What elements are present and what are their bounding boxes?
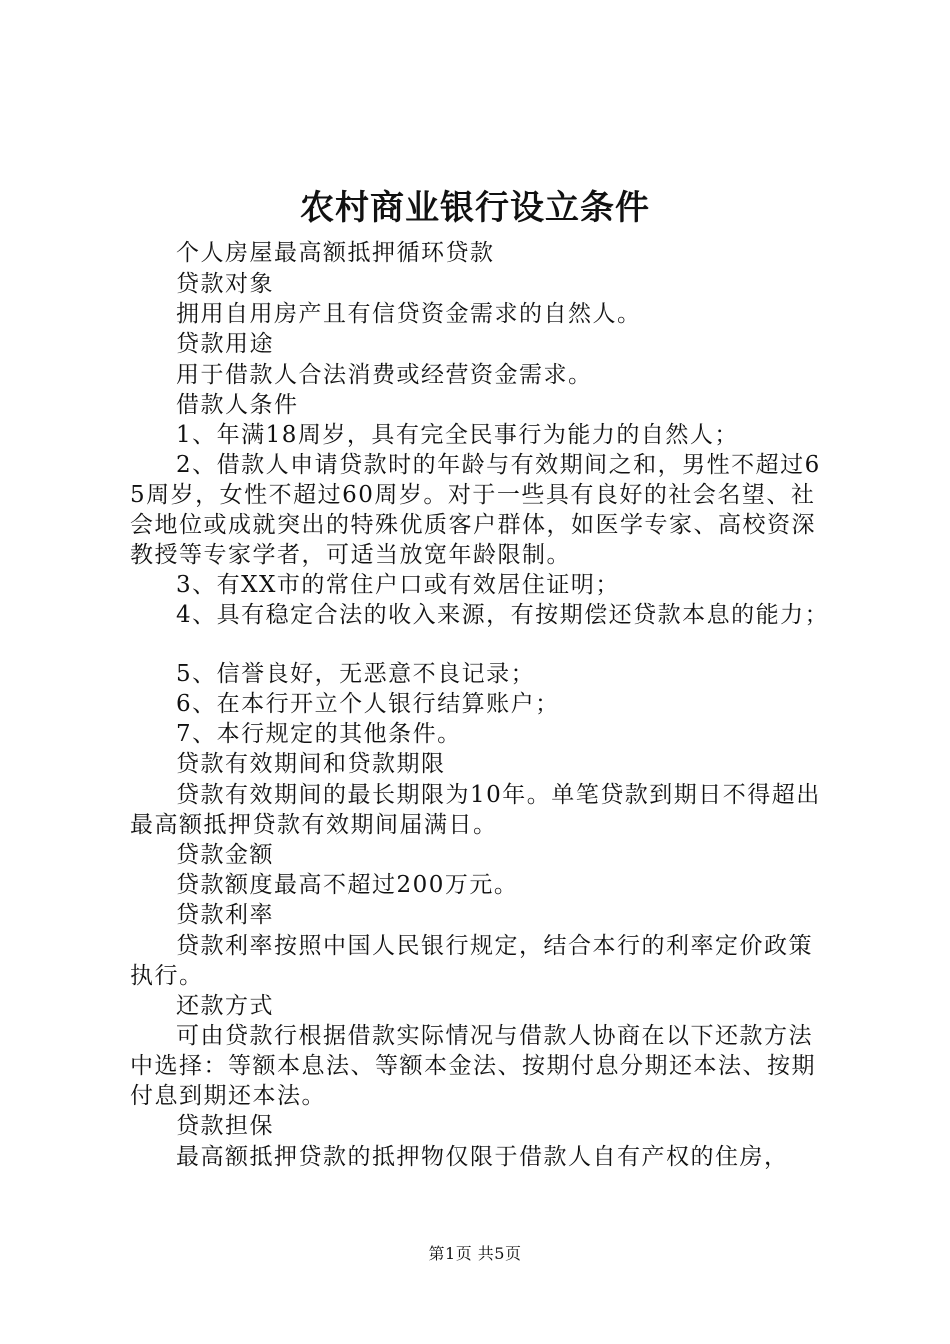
section-heading-loan-rate: 贷款利率 — [176, 902, 274, 928]
list-item-condition-7: 7、本行规定的其他条件。 — [176, 721, 462, 747]
paragraph-repayment: 可由贷款行根据借款实际情况与借款人协商在以下还款方法中选择：等额本息法、等额本金法、按期付息分期还本法、按期付息到期还本法。 — [130, 1023, 816, 1109]
paragraph-loan-purpose: 用于借款人合法消费或经营资金需求。 — [176, 361, 593, 388]
page-number-footer: 第1页 共5页 — [428, 1244, 522, 1263]
section-heading-loan-amount: 贷款金额 — [176, 841, 274, 868]
paragraph-loan-rate: 贷款利率按照中国人民银行规定，结合本行的利率定价政策执行。 — [130, 932, 813, 989]
list-item-condition-1: 1、年满18周岁，具有完全民事行为能力的自然人； — [176, 422, 739, 448]
paragraph-guarantee: 最高额抵押贷款的抵押物仅限于借款人自有产权的住房， — [176, 1143, 789, 1170]
document-body — [130, 238, 835, 1172]
paragraph-loan-target: 拥用自用房产且有信贷资金需求的自然人。 — [176, 301, 642, 327]
blank-line — [130, 630, 835, 659]
section-heading-borrower-conditions: 借款人条件 — [176, 391, 299, 418]
list-item-condition-3: 3、有XX市的常住户口或有效居住证明； — [176, 572, 620, 598]
section-heading-loan-period: 贷款有效期间和贷款期限 — [176, 751, 446, 777]
list-item-condition-4: 4、具有稳定合法的收入来源，有按期偿还贷款本息的能力； — [176, 602, 830, 628]
section-heading-repayment: 还款方式 — [176, 992, 274, 1019]
section-heading-loan-product: 个人房屋最高额抵押循环贷款 — [176, 240, 495, 266]
section-heading-guarantee: 贷款担保 — [176, 1113, 274, 1139]
list-item-condition-2: 2、借款人申请贷款时的年龄与有效期间之和，男性不超过65周岁，女性不超过60周岁。对于一些具有良好的社会名望、社会地位或成就突出的特殊优质客户群体，如医学专家、高校资深教授等专家学者，可适当放宽年龄限制。 — [130, 452, 821, 568]
list-item-condition-6: 6、在本行开立个人银行结算账户； — [176, 691, 560, 717]
section-heading-loan-purpose: 贷款用途 — [176, 331, 274, 357]
document-title: 农村商业银行设立条件 — [300, 188, 650, 228]
paragraph-loan-amount: 贷款额度最高不超过200万元。 — [176, 872, 519, 898]
paragraph-loan-period: 贷款有效期间的最长期限为10年。单笔贷款到期日不得超出最高额抵押贷款有效期间届满日。 — [130, 781, 821, 838]
section-heading-loan-target: 贷款对象 — [176, 270, 274, 297]
list-item-condition-5: 5、信誉良好，无恶意不良记录； — [176, 661, 536, 687]
